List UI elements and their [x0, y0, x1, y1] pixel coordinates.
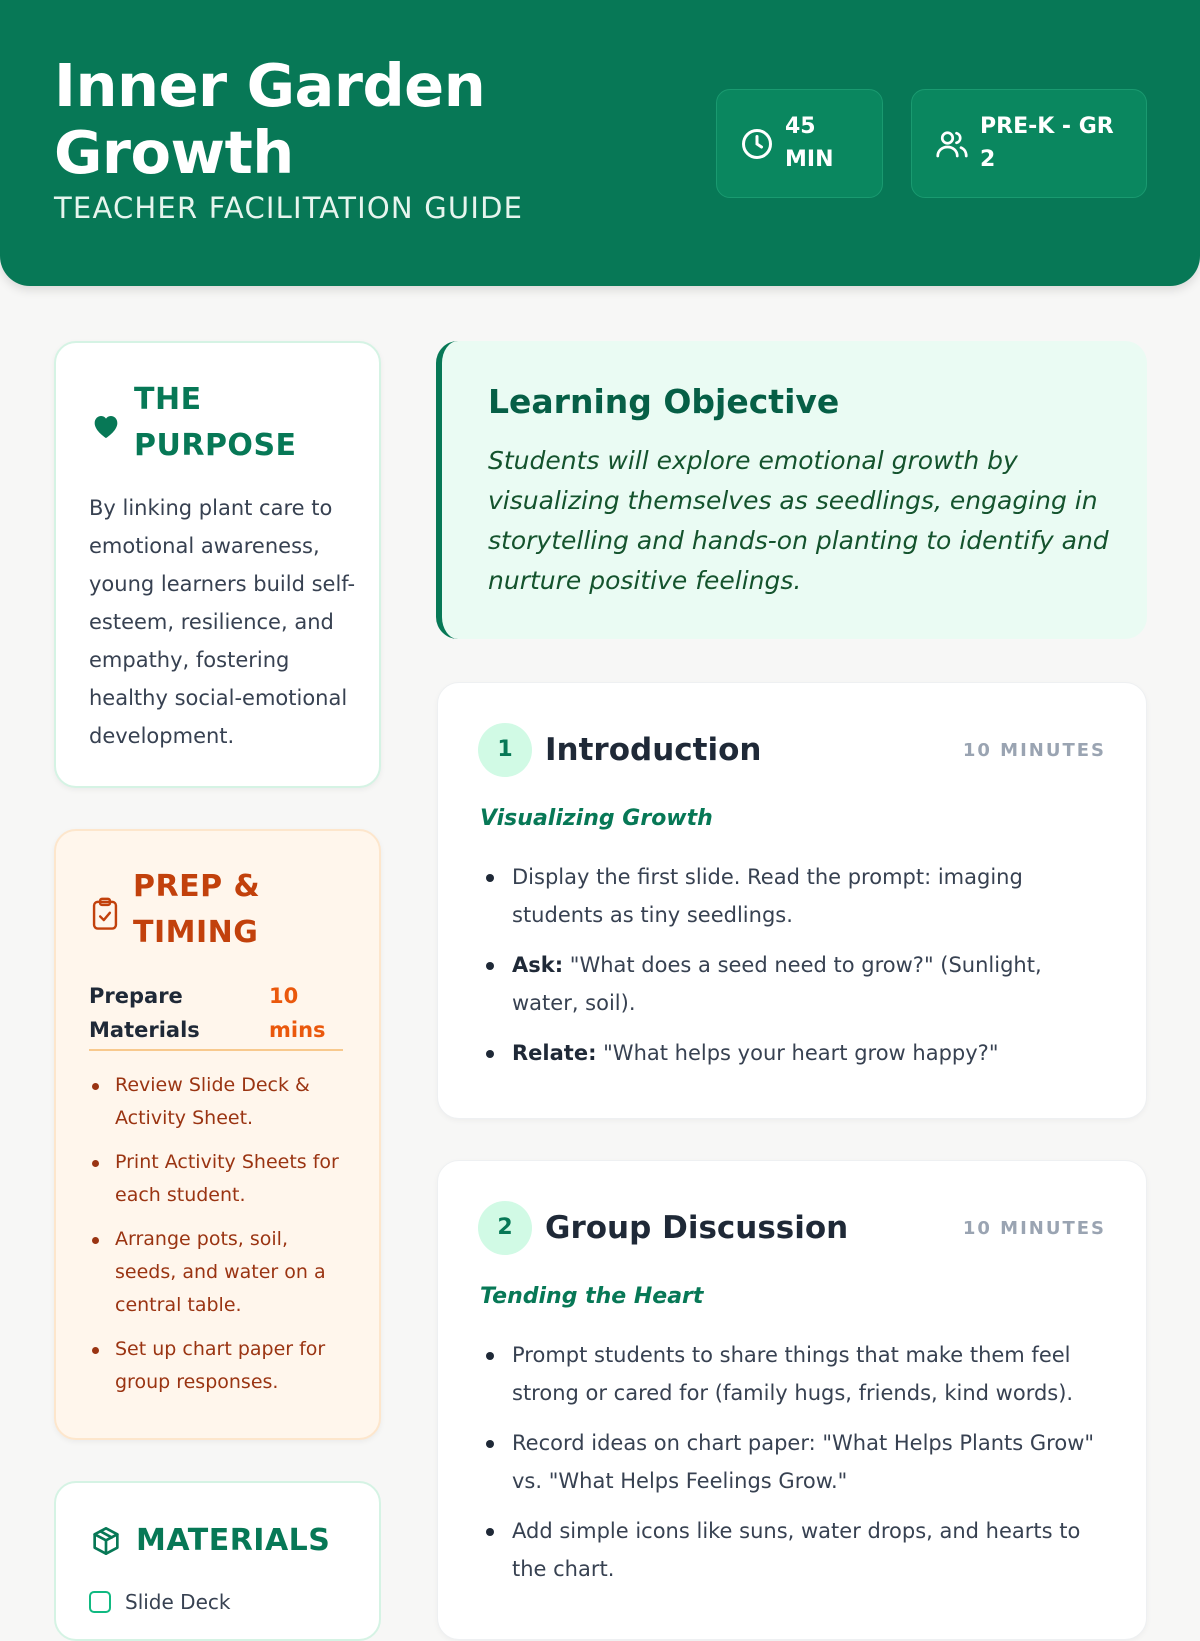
materials-item-label: Slide Deck: [125, 1590, 231, 1614]
step-duration: 10 MINUTES: [962, 740, 1106, 761]
prep-timing-row: [89, 979, 343, 1051]
list-item-lead: Ask:: [512, 953, 564, 977]
objective-title: Learning Objective: [488, 382, 840, 421]
step-number: 1: [478, 723, 532, 777]
users-icon: [934, 126, 970, 162]
grade-text: PRE-K - GR 2: [980, 114, 1114, 172]
list-item-text: "What helps your heart grow happy?": [596, 1041, 999, 1065]
box-icon: [90, 1525, 122, 1557]
list-item: [480, 858, 1110, 934]
step-duration: 10 MINUTES: [962, 1218, 1106, 1239]
prep-label: Prepare Materials: [89, 984, 200, 1042]
step-list: [480, 1336, 1110, 1600]
page-title: Inner Garden Growth: [54, 51, 486, 187]
purpose-body: By linking plant care to emotional awareness, young learners build self-esteem, resilience, and empathy, fostering healthy social-emotional development.: [89, 496, 356, 748]
list-item: [480, 1034, 1110, 1072]
list-item-text: Record ideas on chart paper: "What Helps Plants Grow" vs. "What Helps Feelings Grow.": [512, 1431, 1095, 1493]
prep-card: [54, 829, 381, 1440]
materials-item[interactable]: [89, 1587, 230, 1617]
heart-icon: [90, 410, 122, 442]
list-item-lead: Relate:: [512, 1041, 597, 1065]
step-card-group-discussion: [437, 1160, 1147, 1640]
step-list: [480, 858, 1110, 1084]
list-item: Review Slide Deck & Activity Sheet.: [89, 1069, 351, 1135]
step-subtitle: Visualizing Growth: [480, 806, 713, 831]
page-header: [0, 0, 1200, 286]
step-card-introduction: [437, 682, 1147, 1119]
list-item-text: Prompt students to share things that make them feel strong or cared for (family hugs, friends, kind words).: [512, 1343, 1074, 1405]
purpose-title: THE PURPOSE: [134, 382, 297, 463]
list-item-text: Display the first slide. Read the prompt: imaging students as tiny seedlings.: [512, 865, 1023, 927]
list-item-text: "What does a seed need to grow?" (Sunlight, water, soil).: [512, 953, 1042, 1015]
list-item: Arrange pots, soil, seeds, and water on a central table.: [89, 1223, 351, 1322]
list-item: [480, 1336, 1110, 1412]
learning-objective-card: [436, 341, 1147, 639]
grade-badge: [911, 89, 1147, 198]
step-title: Group Discussion: [545, 1210, 849, 1246]
duration-text: 45 MIN: [785, 114, 834, 172]
duration-badge: [716, 89, 883, 198]
step-number: 2: [478, 1201, 532, 1255]
purpose-card: [54, 341, 381, 788]
prep-value: 10 mins: [269, 984, 326, 1042]
prep-title: PREP & TIMING: [133, 869, 261, 950]
objective-text: Students will explore emotional growth by visualizing themselves as seedlings, engaging in storytelling and hands-on planting to identify and nurture positive feelings.: [488, 446, 1109, 595]
list-item: Set up chart paper for group responses.: [89, 1333, 351, 1399]
list-item: [480, 1512, 1110, 1588]
clock-icon: [739, 126, 775, 162]
list-item: Print Activity Sheets for each student.: [89, 1146, 351, 1212]
list-item: [480, 946, 1110, 1022]
step-subtitle: Tending the Heart: [480, 1284, 704, 1309]
page-subtitle: TEACHER FACILITATION GUIDE: [54, 191, 524, 225]
checkbox[interactable]: [89, 1591, 111, 1613]
step-title: Introduction: [545, 732, 762, 768]
list-item: [480, 1424, 1110, 1500]
prep-list: [89, 1069, 351, 1410]
list-item-text: Add simple icons like suns, water drops, and hearts to the chart.: [512, 1519, 1081, 1581]
materials-card: [54, 1481, 381, 1641]
clipboard-icon: [90, 897, 120, 931]
materials-title: MATERIALS: [136, 1523, 331, 1558]
